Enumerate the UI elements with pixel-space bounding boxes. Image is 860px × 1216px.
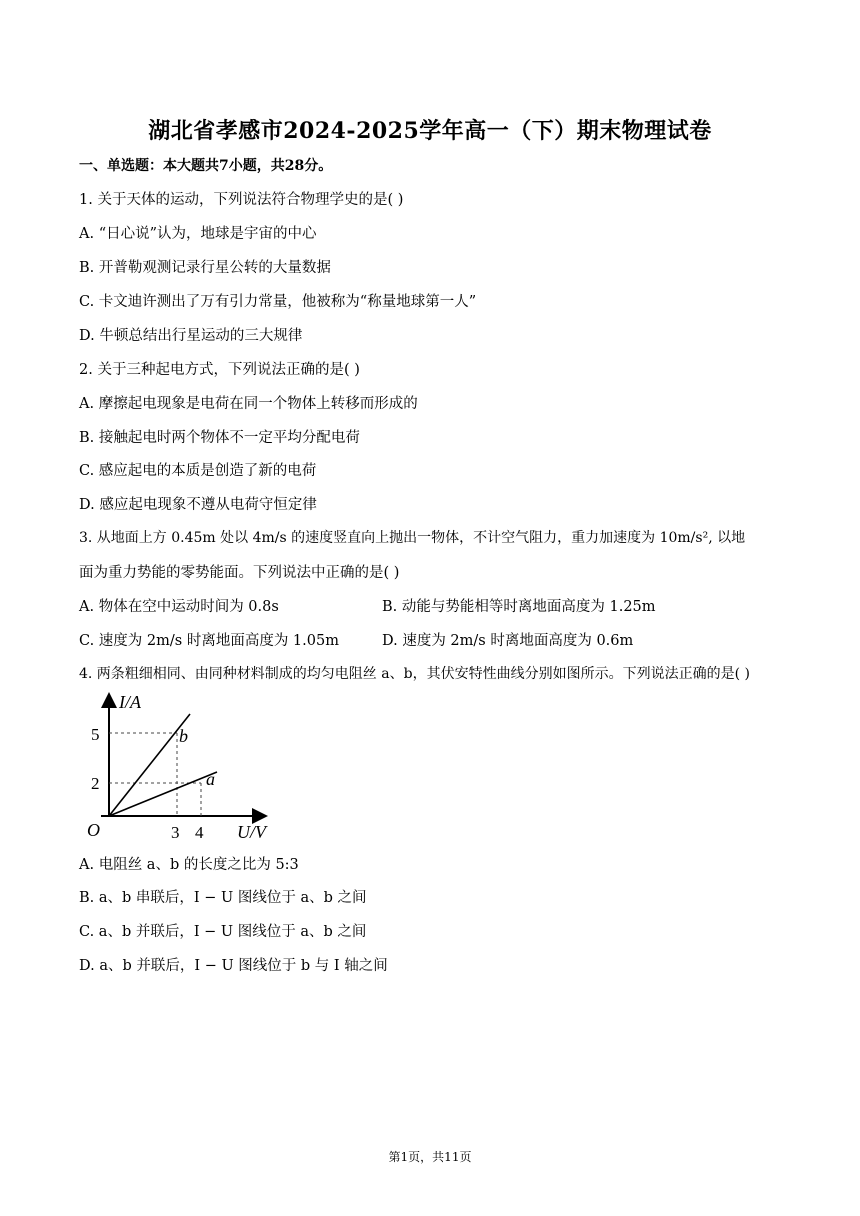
question-2-stem: 2. 关于三种起电方式，下列说法正确的是( ) xyxy=(79,362,360,378)
question-2-option-b: B. 接触起电时两个物体不一定平均分配电荷 xyxy=(79,430,360,446)
page-title: 湖北省孝感市2024-2025学年高一（下）期末物理试卷 xyxy=(148,118,712,144)
question-4-stem: 4. 两条粗细相同、由同种材料制成的均匀电阻丝 a、b，其伏安特性曲线分别如图所示。下列说法正确的是( ) xyxy=(79,666,750,682)
question-2-option-d: D. 感应起电现象不遵从电荷守恒定律 xyxy=(79,497,317,513)
question-4-option-a: A. 电阻丝 a、b 的长度之比为 5:3 xyxy=(79,857,299,873)
question-3-stem-line-1: 3. 从地面上方 0.45m 处以 4m/s 的速度竖直向上抛出一物体，不计空气阻力，重力加速度为 10m/s², 以地 xyxy=(79,530,746,546)
y-axis-label: I/A xyxy=(119,692,141,712)
question-1-option-c: C. 卡文迪许测出了万有引力常量，他被称为“称量地球第一人” xyxy=(79,294,477,310)
question-1-stem: 1. 关于天体的运动，下列说法符合物理学史的是( ) xyxy=(79,192,404,208)
x-axis-label: U/V xyxy=(237,822,266,842)
line-a-label: a xyxy=(206,769,215,789)
question-2-option-c: C. 感应起电的本质是创造了新的电荷 xyxy=(79,463,317,479)
question-3-option-c: C. 速度为 2m/s 时离地面高度为 1.05m xyxy=(79,633,339,649)
origin-label: O xyxy=(87,820,100,840)
question-3-stem-line-2: 面为重力势能的零势能面。下列说法中正确的是( ) xyxy=(79,565,400,581)
question-1-option-b: B. 开普勒观测记录行星公转的大量数据 xyxy=(79,260,331,276)
line-b xyxy=(109,714,190,816)
question-4-option-c: C. a、b 并联后，I − U 图线位于 a、b 之间 xyxy=(79,924,367,940)
section-heading: 一、单选题：本大题共7小题，共28分。 xyxy=(79,158,333,174)
y-tick-label: 5 xyxy=(91,725,100,744)
question-3-option-b: B. 动能与势能相等时离地面高度为 1.25m xyxy=(382,599,656,615)
x-tick-label: 4 xyxy=(195,823,204,842)
iu-graph-figure xyxy=(79,690,289,850)
question-4-option-b: B. a、b 串联后，I − U 图线位于 a、b 之间 xyxy=(79,890,367,906)
y-tick-label: 2 xyxy=(91,774,100,793)
line-b-label: b xyxy=(179,726,188,746)
question-3-option-a: A. 物体在空中运动时间为 0.8s xyxy=(79,599,279,615)
question-1-option-a: A. “日心说”认为，地球是宇宙的中心 xyxy=(79,226,317,242)
question-3-option-d: D. 速度为 2m/s 时离地面高度为 0.6m xyxy=(382,633,634,649)
question-2-option-a: A. 摩擦起电现象是电荷在同一个物体上转移而形成的 xyxy=(79,396,418,412)
page-footer: 第1页，共11页 xyxy=(388,1150,472,1164)
question-1-option-d: D. 牛顿总结出行星运动的三大规律 xyxy=(79,328,303,344)
x-tick-label: 3 xyxy=(171,823,180,842)
question-4-option-d: D. a、b 并联后，I − U 图线位于 b 与 I 轴之间 xyxy=(79,958,388,974)
